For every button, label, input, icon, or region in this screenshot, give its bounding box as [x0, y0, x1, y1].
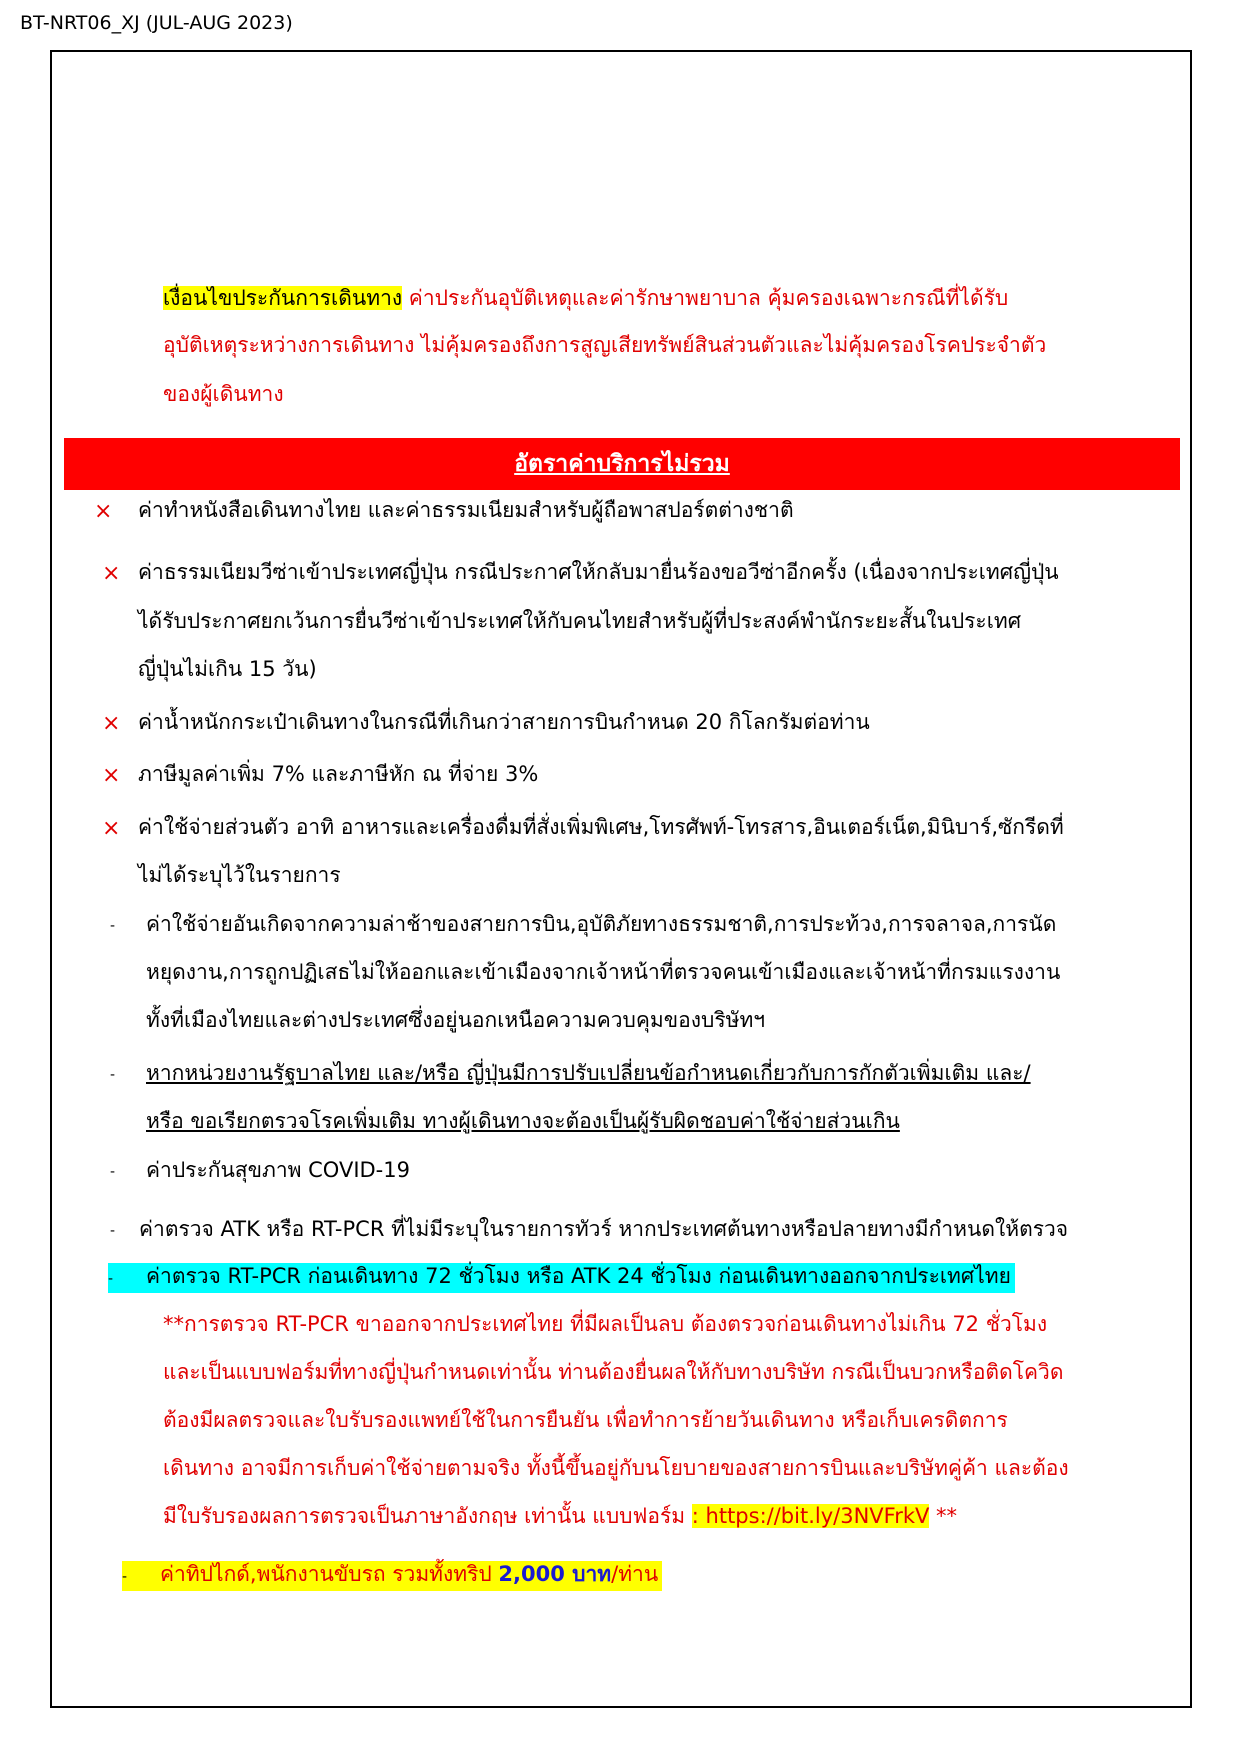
excluded-item-delay-line-2: หยุดงาน,การถูกปฏิเสธไม่ให้ออกและเข้าเมืองจากเจ้าหน้าที่ตรวจคนเข้าเมืองและเจ้าหน้าที่กรมแรงงาน [146, 960, 1061, 984]
tip-unit: /ท่าน [611, 1562, 659, 1586]
cross-icon: × [94, 499, 113, 524]
dash-bullet: - [110, 1223, 116, 1239]
rtpcr-note-line-5 [163, 1503, 957, 1530]
tip-amount: 2,000 บาท [498, 1562, 612, 1586]
insurance-label: เงื่อนไขประกันการเดินทาง [163, 286, 403, 310]
excluded-item-quarantine-line-2: หรือ ขอเรียกตรวจโรคเพิ่มเติม ทางผู้เดินทางจะต้องเป็นผู้รับผิดชอบค่าใช้จ่ายส่วนเกิน [146, 1109, 900, 1133]
excluded-item-visa-line-1: ค่าธรรมเนียมวีซ่าเข้าประเทศญี่ปุ่น กรณีประกาศให้กลับมายื่นร้องขอวีซ่าอีกครั้ง (เนื่องจากประเทศญี่ปุ่น [138, 560, 1059, 584]
rtpcr-note-line-3: ต้องมีผลตรวจและใบรับรองแพทย์ใช้ในการยืนยัน เพื่อทำการย้ายวันเดินทาง หรือเก็บเครดิตการ [163, 1408, 1008, 1432]
excluded-item-rtpcr-highlight [108, 1263, 1015, 1293]
insurance-text-1: ค่าประกันอุบัติเหตุและค่ารักษาพยาบาล คุ้มครองเฉพาะกรณีที่ได้รับ [402, 286, 1009, 310]
rtpcr-note-form-text: มีใบรับรองผลการตรวจเป็นภาษาอังกฤษ เท่านั้น แบบฟอร์ม [163, 1504, 692, 1528]
excluded-item-atk-test: ค่าตรวจ ATK หรือ RT-PCR ที่ไม่มีระบุในรายการทัวร์ หากประเทศต้นทางหรือปลายทางมีกำหนดให้ตรวจ [139, 1217, 1069, 1241]
excluded-item-visa-line-3: ญี่ปุ่นไม่เกิน 15 วัน) [138, 657, 317, 681]
insurance-line-2: อุบัติเหตุระหว่างการเดินทาง ไม่คุ้มครองถึงการสูญเสียทรัพย์สินส่วนตัวและไม่คุ้มครองโรคประจำตัว [163, 333, 1047, 357]
dash-bullet: - [110, 918, 116, 934]
excluded-item-visa-line-2: ได้รับประกาศยกเว้นการยื่นวีซ่าเข้าประเทศให้กับคนไทยสำหรับผู้ที่ประสงค์พำนักระยะสั้นในประเทศ [138, 609, 1022, 633]
cross-icon: × [102, 561, 121, 586]
dash-bullet: - [110, 1164, 116, 1180]
dash-bullet: - [122, 1569, 128, 1585]
rtpcr-note-line-1: **การตรวจ RT-PCR ขาออกจากประเทศไทย ที่มีผลเป็นลบ ต้องตรวจก่อนเดินทางไม่เกิน 72 ชั่วโมง [163, 1312, 1048, 1336]
cross-icon: × [102, 711, 121, 736]
rtpcr-note-line-4: เดินทาง อาจมีการเก็บค่าใช้จ่ายตามจริง ทั้งนี้ขึ้นอยู่กับนโยบายของสายการบินและบริษัทคู่ค้า และต้อง [163, 1456, 1069, 1480]
excluded-item-quarantine-line-1: หากหน่วยงานรัฐบาลไทย และ/หรือ ญี่ปุ่นมีการปรับเปลี่ยนข้อกำหนดเกี่ยวกับการกักตัวเพิ่มเติม และ/ [146, 1061, 1031, 1085]
dash-bullet: - [110, 1067, 116, 1083]
form-link[interactable]: : https://bit.ly/3NVFrkV [691, 1504, 930, 1528]
rtpcr-note-line-2: และเป็นแบบฟอร์มที่ทางญี่ปุ่นกำหนดเท่านั้น ท่านต้องยื่นผลให้กับทางบริษัท กรณีเป็นบวกหรือติดโควิด [163, 1360, 1064, 1384]
excluded-item-covid-insurance: ค่าประกันสุขภาพ COVID-19 [146, 1158, 410, 1182]
excluded-item-passport: ค่าทำหนังสือเดินทางไทย และค่าธรรมเนียมสำหรับผู้ถือพาสปอร์ตต่างชาติ [138, 498, 794, 522]
tip-text: ค่าทิปไกด์,พนักงานขับรถ รวมทั้งทริป [160, 1562, 499, 1586]
dash-bullet: - [108, 1271, 114, 1287]
cross-icon: × [102, 816, 121, 841]
rtpcr-note-end: ** [929, 1504, 958, 1528]
excluded-item-delay-line-1: ค่าใช้จ่ายอันเกิดจากความล่าช้าของสายการบิน,อุบัติภัยทางธรรมชาติ,การประท้วง,การจลาจล,การนัด [146, 912, 1057, 936]
excluded-item-personal-line-1: ค่าใช้จ่ายส่วนตัว อาทิ อาหารและเครื่องดื่มที่สั่งเพิ่มพิเศษ,โทรศัพท์-โทรสาร,อินเตอร์เน็ต,มินิบาร์,ซักรีดที่ [138, 815, 1064, 839]
document-code: BT-NRT06_XJ (JUL-AUG 2023) [20, 12, 293, 34]
insurance-line-3: ของผู้เดินทาง [163, 382, 284, 406]
tip-item [122, 1561, 662, 1591]
cross-icon: × [102, 763, 121, 788]
insurance-line-1 [163, 285, 1008, 312]
excluded-item-tax: ภาษีมูลค่าเพิ่ม 7% และภาษีหัก ณ ที่จ่าย 3% [138, 762, 539, 786]
excluded-item-baggage: ค่าน้ำหนักกระเป๋าเดินทางในกรณีที่เกินกว่าสายการบินกำหนด 20 กิโลกรัมต่อท่าน [138, 710, 870, 734]
excluded-item-personal-line-2: ไม่ได้ระบุไว้ในรายการ [138, 863, 341, 887]
excluded-section-title: อัตราค่าบริการไม่รวม [64, 438, 1180, 490]
excluded-item-rtpcr: ค่าตรวจ RT-PCR ก่อนเดินทาง 72 ชั่วโมง หรือ ATK 24 ชั่วโมง ก่อนเดินทางออกจากประเทศไทย [146, 1264, 1011, 1288]
excluded-item-delay-line-3: ทั้งที่เมืองไทยและต่างประเทศซึ่งอยู่นอกเหนือความควบคุมของบริษัทฯ [146, 1008, 766, 1032]
